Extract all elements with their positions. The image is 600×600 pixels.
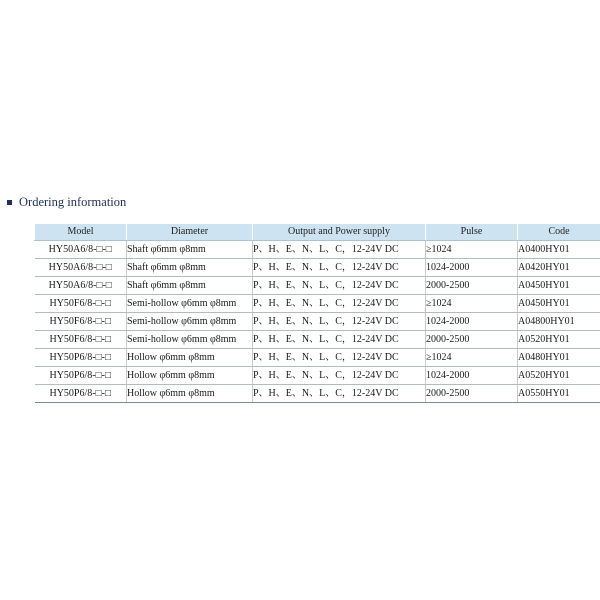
cell-code: A0520HY01 (518, 331, 600, 349)
cell-pulse: 2000-2500 (426, 331, 518, 349)
section-heading (7, 194, 126, 210)
cell-pulse: 2000-2500 (426, 385, 518, 403)
cell-pulse: ≥1024 (426, 241, 518, 259)
cell-model: HY50F6/8-□-□ (35, 331, 127, 349)
cell-diameter: Shaft φ6mm φ8mm (127, 259, 253, 277)
cell-output-power: P、H、E、N、L、C，12-24V DC (253, 331, 426, 349)
table-row (35, 331, 600, 349)
cell-diameter: Semi-hollow φ6mm φ8mm (127, 313, 253, 331)
header-model: Model (35, 224, 127, 241)
table-row (35, 295, 600, 313)
cell-pulse: 1024-2000 (426, 313, 518, 331)
table-row (35, 367, 600, 385)
cell-pulse: 2000-2500 (426, 277, 518, 295)
table-row (35, 313, 600, 331)
cell-model: HY50A6/8-□-□ (35, 277, 127, 295)
header-pulse: Pulse (426, 224, 518, 241)
cell-model: HY50A6/8-□-□ (35, 259, 127, 277)
cell-diameter: Hollow φ6mm φ8mm (127, 385, 253, 403)
cell-code: A0520HY01 (518, 367, 600, 385)
table-header-row (35, 224, 600, 241)
cell-code: A0420HY01 (518, 259, 600, 277)
header-output-power: Output and Power supply (253, 224, 426, 241)
cell-code: A0400HY01 (518, 241, 600, 259)
cell-model: HY50P6/8-□-□ (35, 385, 127, 403)
ordering-table (34, 223, 600, 403)
cell-code: A0450HY01 (518, 295, 600, 313)
cell-diameter: Shaft φ6mm φ8mm (127, 277, 253, 295)
cell-model: HY50F6/8-□-□ (35, 295, 127, 313)
cell-pulse: 1024-2000 (426, 259, 518, 277)
cell-code: A04800HY01 (518, 313, 600, 331)
cell-diameter: Hollow φ6mm φ8mm (127, 367, 253, 385)
table-row (35, 241, 600, 259)
table-row (35, 259, 600, 277)
cell-output-power: P、H、E、N、L、C，12-24V DC (253, 367, 426, 385)
cell-diameter: Shaft φ6mm φ8mm (127, 241, 253, 259)
cell-code: A0480HY01 (518, 349, 600, 367)
cell-output-power: P、H、E、N、L、C，12-24V DC (253, 349, 426, 367)
table-row (35, 385, 600, 403)
cell-diameter: Semi-hollow φ6mm φ8mm (127, 295, 253, 313)
cell-output-power: P、H、E、N、L、C，12-24V DC (253, 277, 426, 295)
cell-model: HY50A6/8-□-□ (35, 241, 127, 259)
header-diameter: Diameter (127, 224, 253, 241)
cell-output-power: P、H、E、N、L、C，12-24V DC (253, 241, 426, 259)
cell-diameter: Hollow φ6mm φ8mm (127, 349, 253, 367)
cell-output-power: P、H、E、N、L、C，12-24V DC (253, 313, 426, 331)
cell-pulse: ≥1024 (426, 295, 518, 313)
cell-output-power: P、H、E、N、L、C，12-24V DC (253, 259, 426, 277)
square-bullet-icon (7, 200, 12, 205)
cell-pulse: ≥1024 (426, 349, 518, 367)
cell-code: A0450HY01 (518, 277, 600, 295)
table-row (35, 349, 600, 367)
cell-model: HY50P6/8-□-□ (35, 367, 127, 385)
cell-model: HY50P6/8-□-□ (35, 349, 127, 367)
cell-model: HY50F6/8-□-□ (35, 313, 127, 331)
cell-output-power: P、H、E、N、L、C，12-24V DC (253, 385, 426, 403)
header-code: Code (518, 224, 600, 241)
table-row (35, 277, 600, 295)
cell-pulse: 1024-2000 (426, 367, 518, 385)
cell-code: A0550HY01 (518, 385, 600, 403)
cell-output-power: P、H、E、N、L、C，12-24V DC (253, 295, 426, 313)
section-title: Ordering information (19, 194, 127, 209)
cell-diameter: Semi-hollow φ6mm φ8mm (127, 331, 253, 349)
